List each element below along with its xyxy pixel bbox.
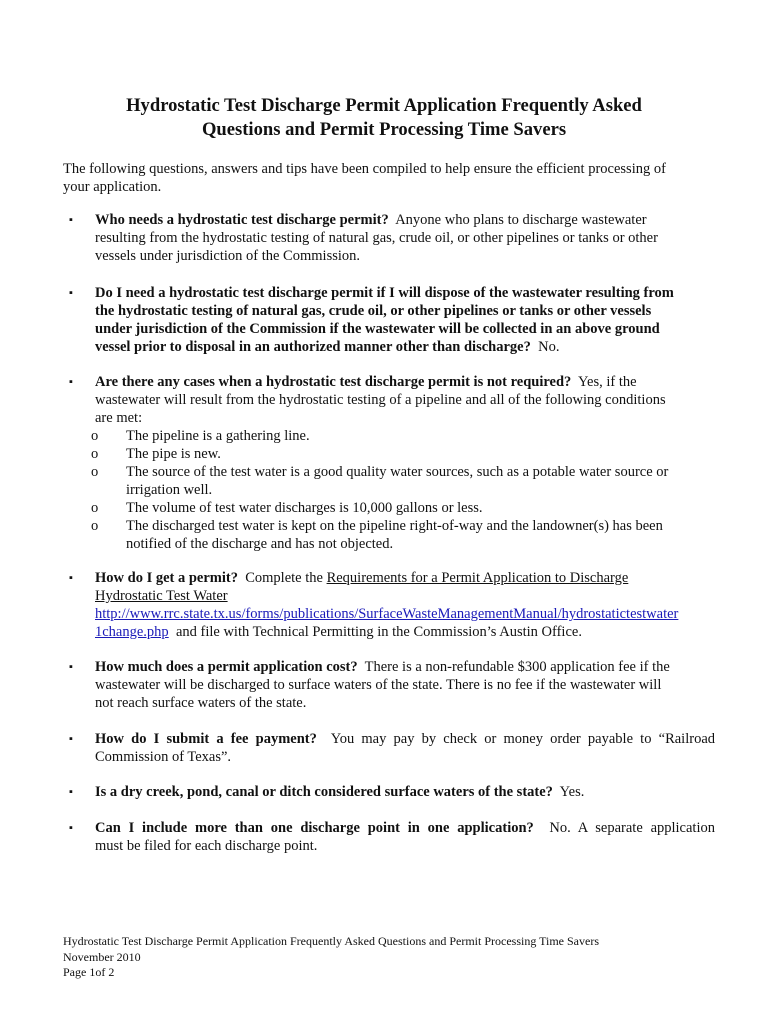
faq-answer: No. <box>538 339 560 355</box>
requirements-document-title-cont[interactable]: Hydrostatic Test Water <box>95 588 228 604</box>
condition-item: o The pipeline is a gathering line. <box>91 428 310 444</box>
sub-bullet-icon: o <box>91 446 99 462</box>
sub-bullet-icon: o <box>91 518 99 534</box>
faq-question: How much does a permit application cost? <box>95 659 358 675</box>
footer-document-title: Hydrostatic Test Discharge Permit Application Frequently Asked Questions and Permit Processing Time Savers <box>63 934 599 948</box>
intro-line-2: your application. <box>63 179 162 195</box>
faq-question: How do I get a permit? <box>95 570 238 586</box>
faq-item-application-cost <box>69 658 715 712</box>
faq-answer: Yes, if the <box>578 374 637 390</box>
intro-paragraph <box>63 160 713 196</box>
requirements-url-link-cont[interactable]: 1change.php <box>95 624 169 640</box>
sub-bullet-icon: o <box>91 428 99 444</box>
bullet-icon: ▪ <box>69 661 73 673</box>
faq-item-multiple-discharge-points <box>69 819 715 855</box>
bullet-icon: ▪ <box>69 572 73 584</box>
condition-item: o The pipe is new. <box>91 446 221 462</box>
condition-item-continued: notified of the discharge and has not objected. <box>126 536 394 552</box>
bullet-icon: ▪ <box>69 822 73 834</box>
bullet-icon: ▪ <box>69 786 73 798</box>
faq-item-fee-payment <box>69 730 715 766</box>
title-line-1: Hydrostatic Test Discharge Permit Application Frequently Asked <box>126 95 642 116</box>
sub-bullet-icon: o <box>91 464 99 480</box>
footer-page-number: Page 1of 2 <box>63 965 115 979</box>
title-line-2: Questions and Permit Processing Time Savers <box>201 119 567 140</box>
bullet-icon: ▪ <box>69 287 73 299</box>
faq-answer-line: wastewater will be discharged to surface waters of the state. There is no fee if the wastewater will <box>95 677 662 693</box>
faq-item-dispose-wastewater <box>69 284 715 356</box>
faq-question-line: under jurisdiction of the Commission if the wastewater will be collected in an above ground <box>95 321 660 337</box>
condition-item: o The discharged test water is kept on the pipeline right-of-way and the landowner(s) has been <box>91 518 663 534</box>
faq-question: Are there any cases when a hydrostatic test discharge permit is not required? <box>95 374 572 390</box>
faq-answer-line: wastewater will result from the hydrostatic testing of a pipeline and all of the following conditions <box>95 392 666 408</box>
bullet-icon: ▪ <box>69 376 73 388</box>
faq-question-line: the hydrostatic testing of natural gas, crude oil, or other pipelines or tanks or other vessels <box>95 303 652 319</box>
requirements-url-link[interactable]: http://www.rrc.state.tx.us/forms/publications/SurfaceWasteManagementManual/hydrostatictestwater <box>95 606 679 622</box>
faq-question-line: vessel prior to disposal in an authorized manner other than discharge? <box>95 339 531 355</box>
faq-answer: There is a non-refundable $300 application fee if the <box>364 659 670 675</box>
condition-item: o The source of the test water is a good quality water sources, such as a potable water source or <box>91 464 669 480</box>
faq-answer-line: must be filed for each discharge point. <box>95 838 318 854</box>
faq-answer-line: resulting from the hydrostatic testing of natural gas, crude oil, or other pipelines or tanks or other <box>95 230 658 246</box>
faq-question: Is a dry creek, pond, canal or ditch considered surface waters of the state? <box>95 784 553 800</box>
faq-item-surface-waters <box>69 783 715 801</box>
faq-answer-line: not reach surface waters of the state. <box>95 695 307 711</box>
page-footer <box>63 934 599 981</box>
faq-answer: No. A separate application <box>549 820 715 836</box>
faq-answer: Anyone who plans to discharge wastewater <box>395 212 647 228</box>
requirements-document-title[interactable]: Requirements for a Permit Application to Discharge <box>326 570 629 586</box>
faq-item-permit-not-required <box>69 373 715 553</box>
faq-answer-line: are met: <box>95 410 143 426</box>
faq-answer-line: vessels under jurisdiction of the Commission. <box>95 248 361 264</box>
faq-item-how-get-permit: ▪ How do I get a permit? Complete the Requirements for a Permit Application to Discharge Hydrostatic Test Water http://www.rrc.state.tx.us/forms/publications/SurfaceWasteManagementManual/hydrostatictestwater 1change.php and file with Technical Permitting in the Commission’s Austin Office. <box>69 570 679 640</box>
condition-item-continued: irrigation well. <box>126 482 213 498</box>
faq-answer-line: Commission of Texas”. <box>95 749 232 765</box>
sub-bullet-icon: o <box>91 500 99 516</box>
faq-question: Who needs a hydrostatic test discharge permit? <box>95 212 389 228</box>
condition-item: o The volume of test water discharges is 10,000 gallons or less. <box>91 500 483 516</box>
intro-line-1: The following questions, answers and tips have been compiled to help ensure the efficient processing of <box>63 161 666 177</box>
faq-answer: Yes. <box>559 784 585 800</box>
faq-question: Can I include more than one discharge point in one application? <box>95 820 534 836</box>
bullet-icon: ▪ <box>69 214 73 226</box>
faq-item-who-needs-permit <box>69 211 715 265</box>
faq-question-line: Do I need a hydrostatic test discharge permit if I will dispose of the wastewater resulting from <box>95 285 674 301</box>
footer-date: November 2010 <box>63 949 141 964</box>
faq-question: How do I submit a fee payment? <box>95 731 317 747</box>
faq-answer: You may pay by check or money order payable to “Railroad <box>330 731 715 747</box>
page-title <box>60 94 708 142</box>
bullet-icon: ▪ <box>69 733 73 745</box>
